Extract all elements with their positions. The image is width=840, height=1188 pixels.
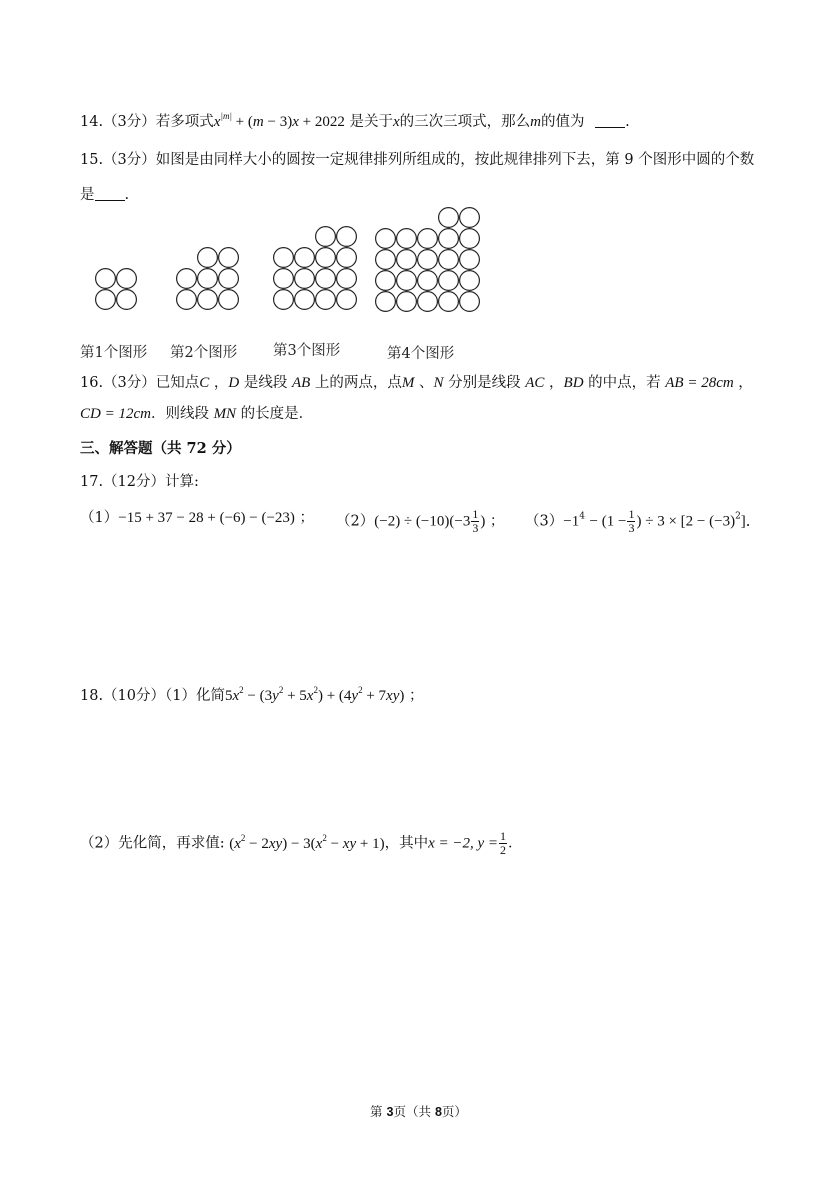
circle bbox=[460, 271, 480, 291]
answer-blank bbox=[595, 113, 625, 128]
circle bbox=[295, 269, 315, 289]
circle bbox=[376, 250, 396, 270]
question-18-part2: （2）先化简，再求值: $(x^2 - 2xy) - 3(x^2$ − xy + 1)，其中x = −2, y = $\frac{1}{2}$ ． bbox=[80, 829, 523, 857]
circle-pattern-figures bbox=[0, 200, 840, 340]
circle bbox=[219, 269, 239, 289]
q18-expression-1: $5x^2 - (3y^2 + 5x^2) + (4y^2 + 7xy)$ bbox=[225, 685, 405, 704]
q14-expression: $x^{|m|} + (m - 3)x + 2022$ bbox=[213, 111, 345, 130]
circle bbox=[397, 250, 417, 270]
circle-figure-4 bbox=[376, 208, 480, 312]
circle bbox=[198, 269, 218, 289]
circle bbox=[316, 248, 336, 268]
question-16-line1: 16.（3分）已知点C ，D 是线段 AB 上的两点，点M 、N 分别是线段 AC ，BD 的中点，若 AB = 28cm ， bbox=[80, 375, 753, 391]
circle bbox=[439, 292, 459, 312]
circle-figure-2 bbox=[177, 248, 239, 310]
circle bbox=[96, 269, 116, 289]
circle bbox=[219, 290, 239, 310]
circle bbox=[337, 290, 357, 310]
circle bbox=[439, 229, 459, 249]
circle bbox=[198, 290, 218, 310]
circle bbox=[295, 290, 315, 310]
question-18-part1: 18.（10分）（1）化简$5x^2 - (3y^2 + 5x^2) + (4y^2 + 7xy)$ ； bbox=[80, 685, 424, 704]
q17-part1: （1）−15 + 37 − 28 + (−6) − (−23) ； bbox=[80, 510, 315, 526]
circle bbox=[177, 290, 197, 310]
circle bbox=[316, 227, 336, 247]
circle bbox=[397, 271, 417, 291]
fraction-one-third: $\frac{1}{3}$ bbox=[472, 507, 479, 535]
caption-figure-2: 第2个图形 bbox=[170, 345, 238, 361]
question-17-label: 17.（12分）计算: bbox=[80, 474, 199, 490]
circle bbox=[376, 271, 396, 291]
page-footer: 第 3页（共 8页） bbox=[370, 1104, 467, 1119]
circle bbox=[376, 229, 396, 249]
q17-part3: $(3)-1^4 - (1$ − $\frac{1}{3}$ ) ÷ $3 \times [2 - (-3)^2]$． bbox=[525, 507, 761, 535]
circle bbox=[418, 250, 438, 270]
circle bbox=[219, 248, 239, 268]
circle bbox=[439, 271, 459, 291]
circle bbox=[274, 269, 294, 289]
circle bbox=[295, 248, 315, 268]
circle bbox=[460, 229, 480, 249]
q17-part2: （2）(−2) ÷ (−10)(−3 $\frac{1}{3}$ ) ； bbox=[336, 507, 505, 535]
circle bbox=[460, 208, 480, 228]
circle bbox=[418, 271, 438, 291]
circle bbox=[96, 290, 116, 310]
circle bbox=[117, 290, 137, 310]
circle-figure-3 bbox=[274, 227, 357, 310]
answer-blank bbox=[95, 186, 125, 201]
q18-expression-2: $(x^2 - 2xy) - 3(x^2$ − xy + 1) bbox=[229, 832, 385, 852]
circle bbox=[460, 292, 480, 312]
fraction-one-half: $\frac{1}{2}$ bbox=[500, 829, 507, 857]
caption-figure-4: 第4个图形 bbox=[387, 346, 455, 362]
circle bbox=[460, 250, 480, 270]
question-14: 14.（3分）若多项式$x^{|m|} + (m - 3)x + 2022$ 是关于x的三次三项式，那么m的值为 . bbox=[80, 111, 630, 130]
question-15-line1: 15.（3分）如图是由同样大小的圆按一定规律排列所组成的，按此规律排列下去，第 9 个图形中圆的个数 bbox=[80, 152, 755, 168]
circle-figure-1 bbox=[96, 269, 137, 310]
circle bbox=[316, 290, 336, 310]
circle bbox=[177, 269, 197, 289]
circle bbox=[337, 248, 357, 268]
circle bbox=[397, 229, 417, 249]
circle bbox=[274, 290, 294, 310]
circle bbox=[198, 248, 218, 268]
fraction-one-third: $\frac{1}{3}$ bbox=[628, 507, 635, 535]
circle bbox=[117, 269, 137, 289]
circle bbox=[439, 250, 459, 270]
question-15-line2: 是 . bbox=[80, 187, 130, 203]
circle bbox=[337, 227, 357, 247]
circle bbox=[397, 292, 417, 312]
question-16-line2: CD = 12cm．则线段 MN 的长度是． bbox=[80, 406, 314, 422]
circle bbox=[418, 292, 438, 312]
circle bbox=[316, 269, 336, 289]
circle bbox=[418, 229, 438, 249]
caption-figure-3: 第3个图形 bbox=[273, 343, 341, 359]
circle bbox=[439, 208, 459, 228]
circle bbox=[376, 292, 396, 312]
circle bbox=[337, 269, 357, 289]
section-heading: 三、解答题（共 72 分） bbox=[80, 440, 241, 457]
circle bbox=[274, 248, 294, 268]
caption-figure-1: 第1个图形 bbox=[80, 345, 148, 361]
